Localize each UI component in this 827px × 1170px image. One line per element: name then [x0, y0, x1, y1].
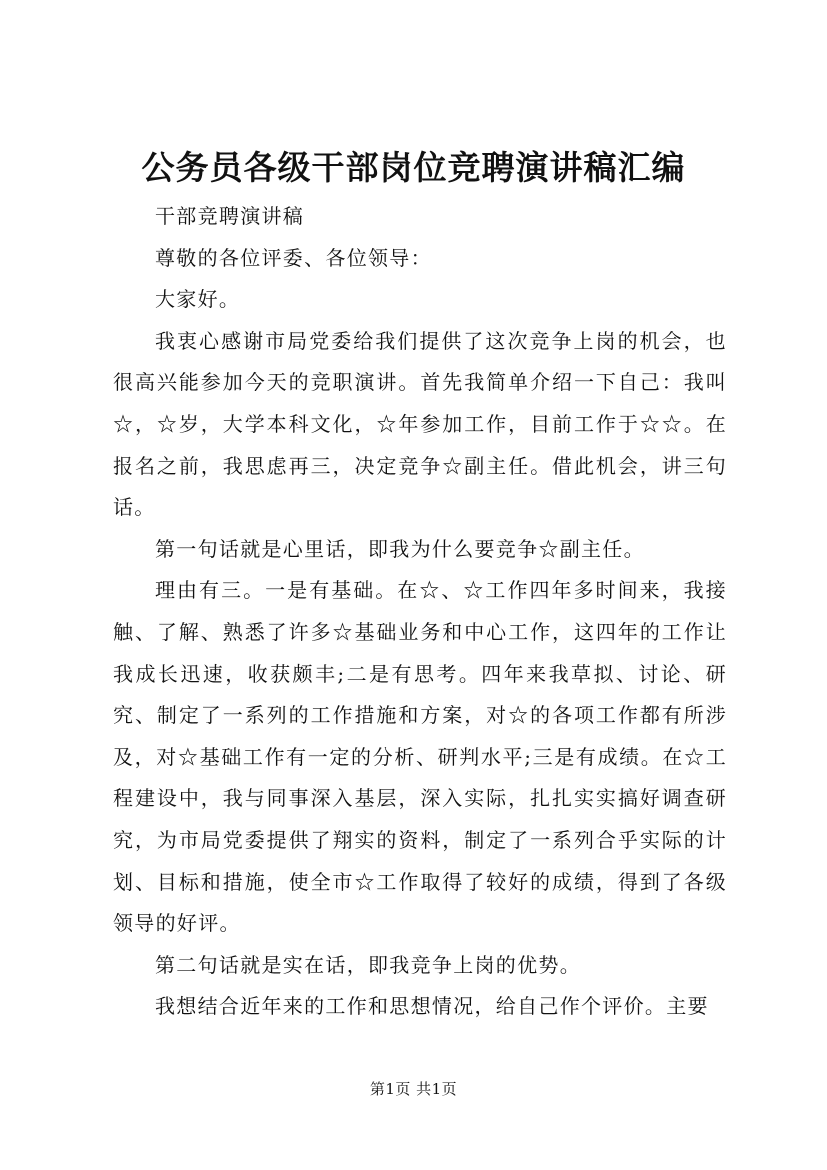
paragraph-greeting: 大家好。 — [155, 287, 241, 312]
paragraph-first-point: 第一句话就是心里话，即我为什么要竞争☆副主任。 — [155, 536, 645, 561]
document-body — [113, 196, 727, 1028]
paragraph-subtitle: 干部竞聘演讲稿 — [155, 204, 305, 228]
paragraph-self-evaluation: 我想结合近年来的工作和思想情况，给自己作个评价。主要 — [155, 994, 709, 1019]
paragraph-second-point: 第二句话就是实在话，即我竞争上岗的优势。 — [155, 952, 581, 977]
paragraph-salutation: 尊敬的各位评委、各位领导： — [155, 245, 432, 270]
document-title: 公务员各级干部岗位竞聘演讲稿汇编 — [141, 148, 686, 187]
paragraph-reasons: 理由有三。一是有基础。在☆、☆工作四年多时间来，我接触、了解、熟悉了许多☆基础业务和中心工作，这四年的工作让我成长迅速，收获颇丰;二是有思考。四年来我草拟、讨论、研究、制定了一系列的工作措施和方案，对☆的各项工作都有所涉及，对☆基础工作有一定的分析、研判水平;三是有成绩。在☆工程建设中，我与同事深入基层，深入实际，扎扎实实搞好调查研究，为市局党委提供了翔实的资料，制定了一系列合乎实际的计划、目标和措施，使全市☆工作取得了较好的成绩，得到了各级领导的好评。 — [113, 578, 727, 936]
paragraph-introduction: 我衷心感谢市局党委给我们提供了这次竞争上岗的机会，也很高兴能参加今天的竞职演讲。首先我简单介绍一下自己：我叫☆，☆岁，大学本科文化，☆年参加工作，目前工作于☆☆。在报名之前，我思虑再三，决定竞争☆副主任。借此机会，讲三句话。 — [113, 328, 727, 520]
page-footer: 第1页 共1页 — [369, 1080, 458, 1098]
